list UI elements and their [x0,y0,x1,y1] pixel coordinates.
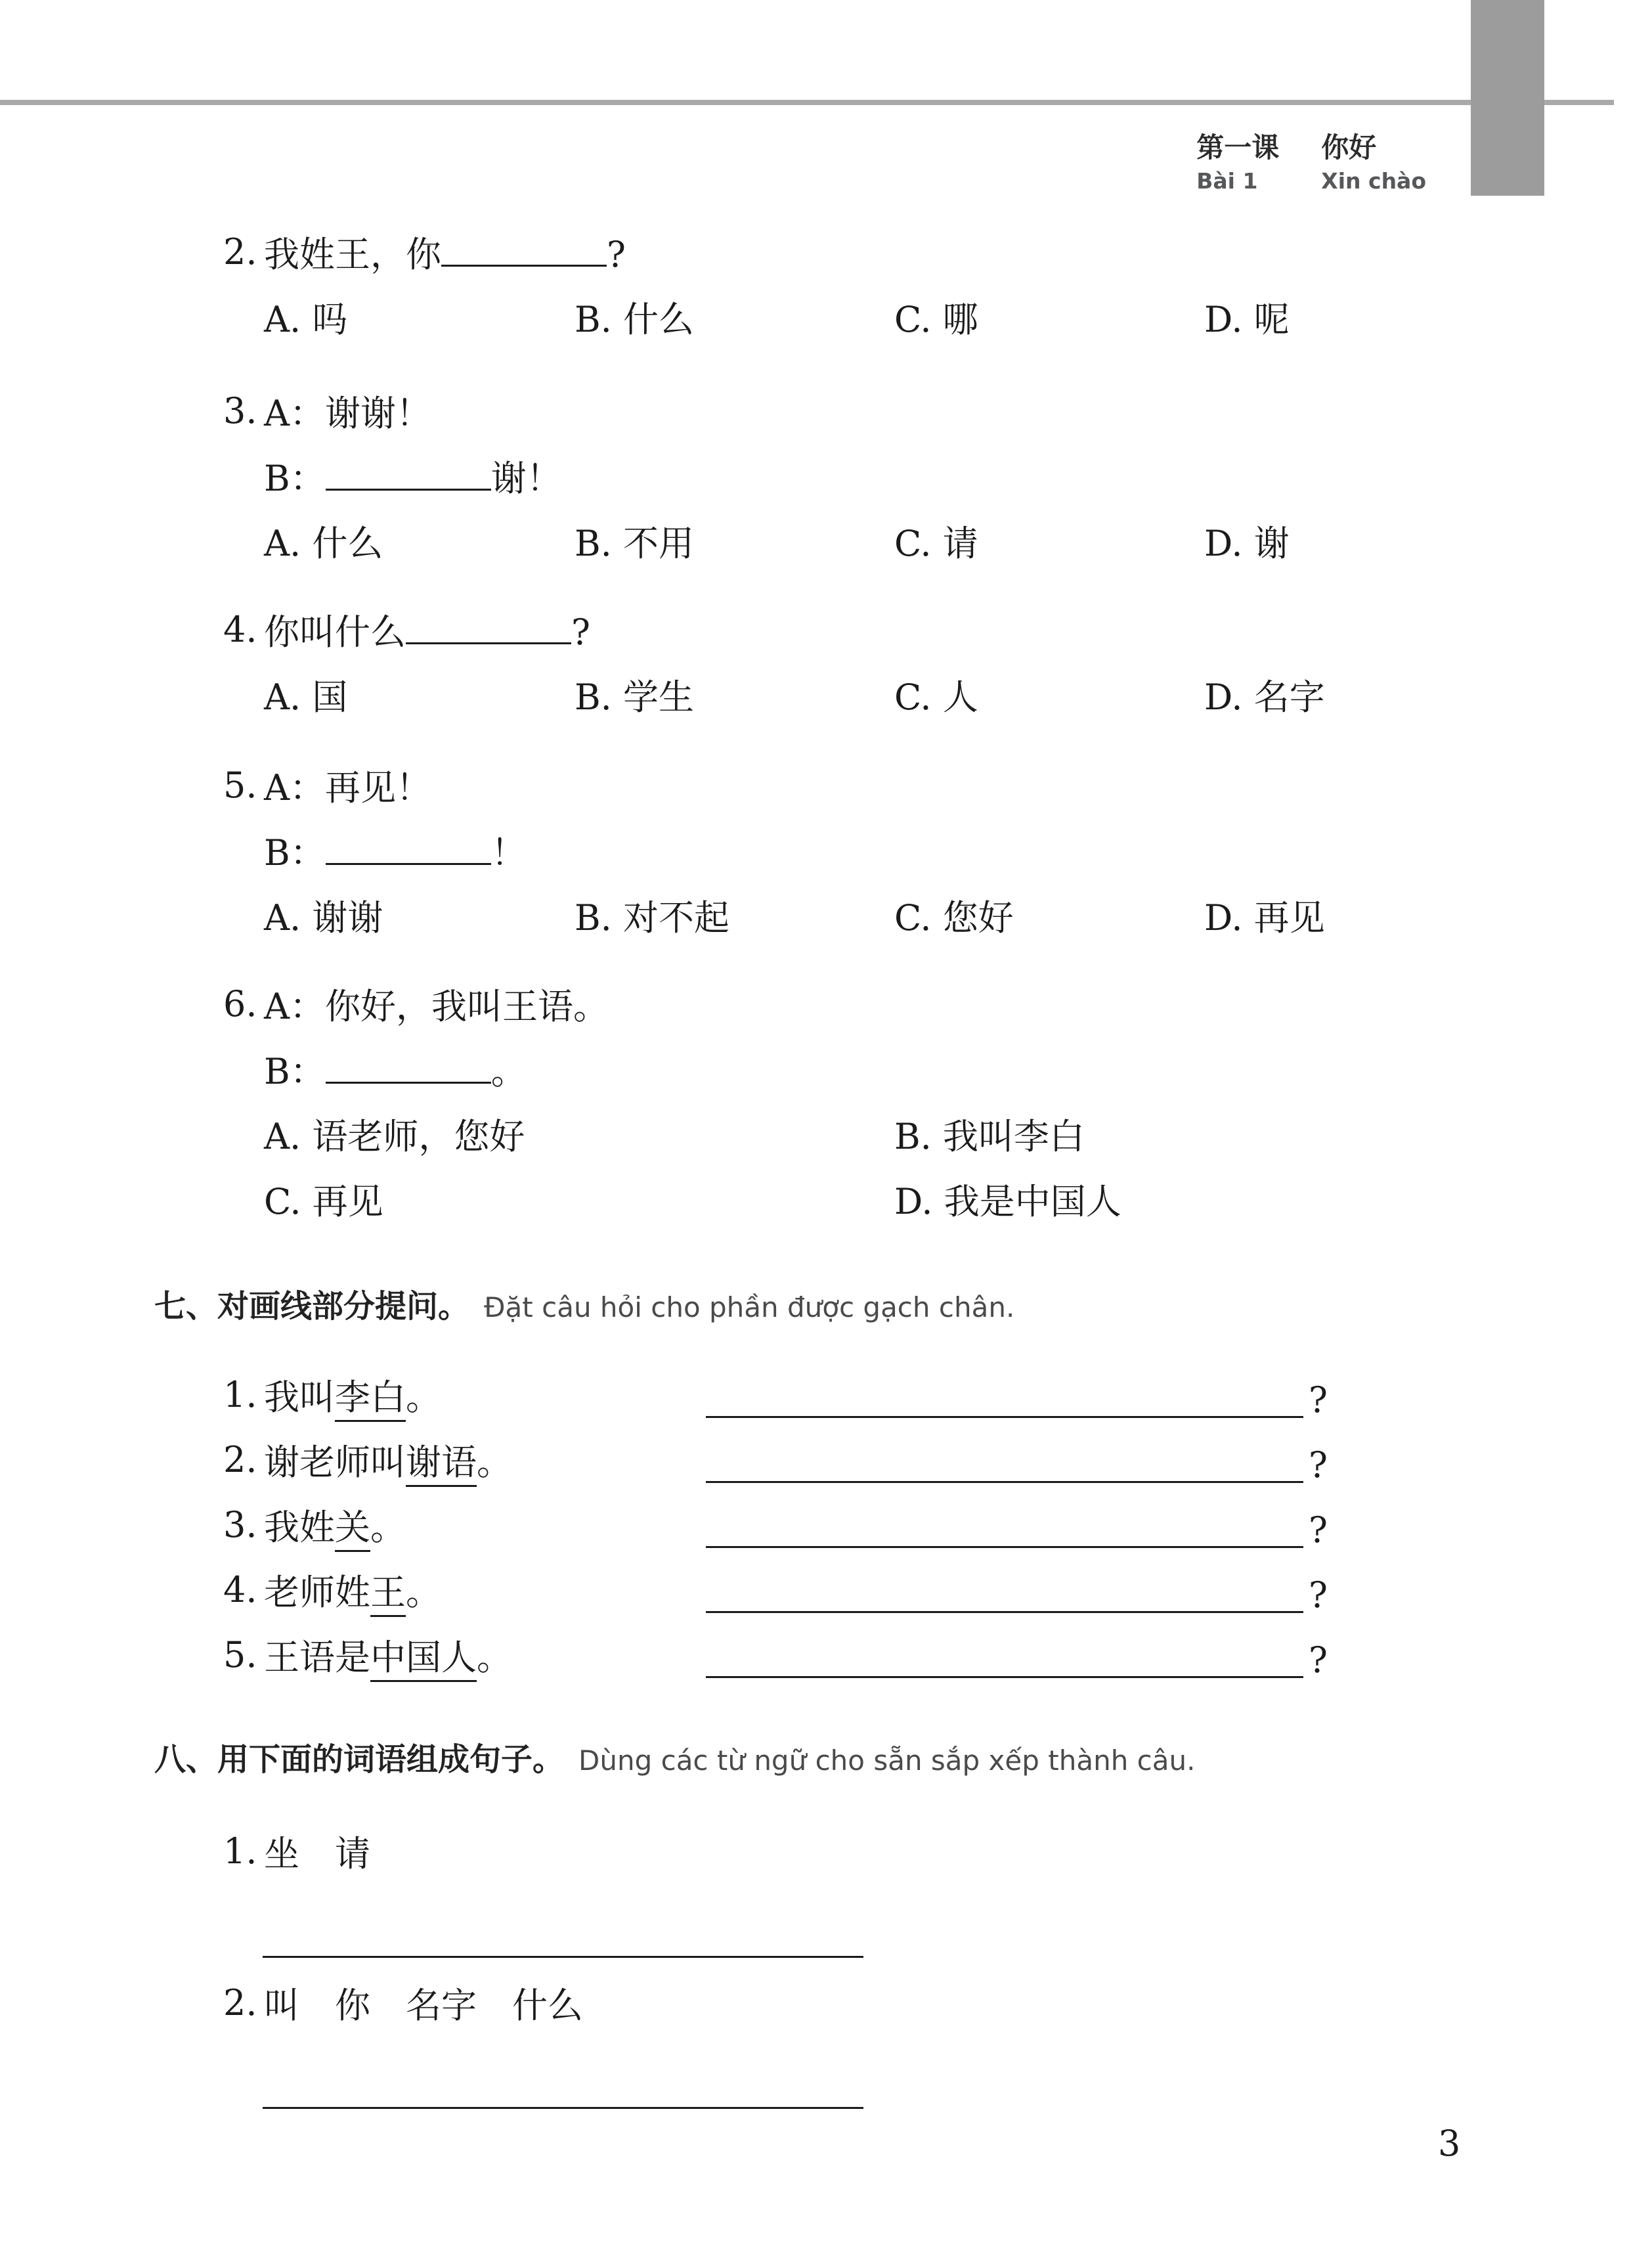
sentence-post: 。 [406,1572,441,1613]
section-7-title-cn: 七、对画线部分提问。 [154,1288,470,1325]
answer-blank [326,1057,491,1084]
word-list: 叫 你 名字 什么 [264,1985,583,2026]
sentence-text [264,1369,441,1420]
option-b: B. 什么 [575,299,695,340]
stem-post: ? [607,234,626,275]
section-7-title-vn: Đặt câu hỏi cho phần được gạch chân. [484,1291,1015,1323]
page-number: 3 [1438,2123,1461,2164]
stem-pre: 我姓王，你 [264,234,441,275]
sentence-row [223,1427,1573,1492]
page-header [1196,126,1426,194]
speaker-a-text: A：再见！ [264,767,431,808]
word-scramble-item [223,1819,370,1884]
option-c: C. 人 [894,676,978,718]
sentence-post: 。 [370,1507,406,1548]
section-8-title-vn: Dùng các từ ngữ cho sẵn sắp xếp thành câu. [578,1744,1196,1777]
dialog-line-b [264,443,1573,508]
item-number: 2. [223,1982,257,2024]
sentence-text [264,1434,512,1485]
dialog-line-b [264,1036,1573,1101]
dialog-line-b [264,818,1573,883]
sentence-text [264,1564,441,1615]
lesson-number-cn: 第一课 [1196,131,1280,164]
sentence-post: 。 [406,1377,441,1418]
question-mark: ? [1309,1379,1328,1421]
answer-area [706,1639,1328,1681]
answer-blank [441,240,607,267]
speaker-a-text: A：谢谢！ [264,393,431,434]
underlined-part: 李白 [335,1377,406,1422]
item-number: 1. [223,1830,257,1872]
sentence-row [223,1557,1573,1622]
answer-line [263,2107,863,2109]
sentence-text [264,1629,512,1680]
answer-line [706,1481,1303,1483]
question-number: 2. [223,231,257,273]
sentence-row [223,1492,1573,1557]
option-a: A. 语老师，您好 [264,1116,525,1157]
sentence-text [264,1499,406,1550]
option-d: D. 名字 [1204,676,1325,718]
line-pre: B： [264,1051,326,1092]
option-b: B. 不用 [575,523,695,564]
option-b: B. 我叫李白 [894,1116,1085,1157]
section-8-heading [154,1734,1195,1789]
sentence-post: 。 [477,1637,512,1678]
answer-blank [326,838,491,865]
answer-area [706,1444,1328,1486]
sentence-row [223,1362,1573,1427]
question-6 [223,971,1573,1231]
dialog-line-a [223,971,1573,1036]
answer-line [706,1416,1303,1418]
question-number: 5. [223,764,257,806]
speaker-a-text: A：你好，我叫王语。 [264,986,609,1027]
section-7-items [223,1362,1573,1687]
answer-area [706,1574,1328,1616]
lesson-number-vn: Bài 1 [1196,168,1258,194]
sentence-pre: 老师姓 [264,1572,370,1613]
question-number: 3. [223,390,257,432]
question-number: 6. [223,983,257,1025]
lesson-title-cn: 你好 [1321,131,1377,164]
item-number: 3. [223,1504,257,1545]
header-rule [0,100,1614,105]
sentence-pre: 谢老师叫 [264,1442,406,1483]
option-d: D. 我是中国人 [894,1181,1121,1222]
sentence-pre: 我叫 [264,1377,335,1418]
sentence-pre: 我姓 [264,1507,335,1548]
answer-area [706,1509,1328,1551]
option-a: A. 谢谢 [264,897,383,939]
options-row [264,883,1573,948]
answer-blank [406,617,571,644]
question-4 [223,597,1573,727]
question-2 [223,219,1573,349]
question-mark: ? [1309,1444,1328,1486]
lesson-title-vn: Xin chào [1321,168,1426,194]
answer-line [706,1611,1303,1613]
line-post: 谢！ [490,458,562,499]
question-3 [223,378,1573,573]
word-scramble-item [223,1970,583,2035]
line-pre: B： [264,458,326,499]
sentence-row [223,1622,1573,1687]
options-row [264,284,1573,349]
answer-blank [326,464,491,491]
options-grid [264,1101,1573,1231]
option-a: A. 国 [264,676,348,718]
question-mark: ? [1309,1509,1328,1551]
options-row [264,662,1573,727]
speaker-b-text [264,1044,527,1094]
answer-line [706,1546,1303,1548]
sentence-post: 。 [477,1442,512,1483]
corner-tab [1471,0,1544,196]
line-pre: B： [264,832,326,874]
question-mark: ? [1309,1574,1328,1616]
option-b: B. 对不起 [575,897,730,939]
underlined-part: 王 [370,1572,406,1617]
item-number: 1. [223,1374,257,1415]
dialog-line-a [223,753,1573,818]
dialog-line-a [223,378,1573,443]
item-number: 4. [223,1569,257,1610]
speaker-b-text [264,451,562,501]
question-number: 4. [223,609,257,650]
option-c: C. 哪 [894,299,978,340]
option-d: D. 呢 [1204,299,1290,340]
stem-post: ? [571,611,590,653]
options-row [264,508,1573,573]
section-7-heading [154,1281,1014,1336]
answer-line [263,1956,863,1958]
line-post: ！ [490,832,527,874]
stem-pre: 你叫什么 [264,611,406,653]
question-stem [264,227,626,277]
option-a: A. 吗 [264,299,348,340]
option-c: C. 您好 [894,897,1014,939]
underlined-part: 谢语 [406,1442,477,1487]
word-list: 坐 请 [264,1833,370,1874]
option-b: B. 学生 [575,676,695,718]
option-c: C. 再见 [264,1181,383,1222]
question-stem-line [223,597,1573,662]
underlined-part: 关 [335,1507,370,1552]
question-stem-line [223,219,1573,284]
question-stem [264,604,590,655]
item-number: 2. [223,1439,257,1480]
section-8-title-cn: 八、用下面的词语组成句子。 [154,1741,565,1778]
option-c: C. 请 [894,523,978,564]
item-number: 5. [223,1634,257,1675]
speaker-b-text [264,825,527,875]
option-d: D. 再见 [1204,897,1325,939]
answer-area [706,1379,1328,1421]
sentence-pre: 王语是 [264,1637,370,1678]
answer-line [706,1676,1303,1678]
option-d: D. 谢 [1204,523,1290,564]
question-mark: ? [1309,1639,1328,1681]
line-post: 。 [490,1051,527,1092]
option-a: A. 什么 [264,523,383,564]
underlined-part: 中国人 [370,1637,477,1682]
question-5 [223,753,1573,948]
